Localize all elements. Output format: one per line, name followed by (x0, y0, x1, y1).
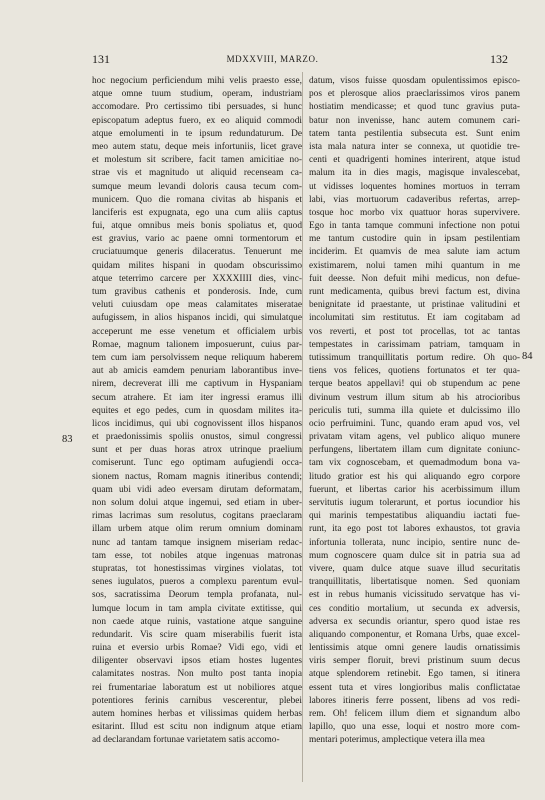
text-line: mentari poterimus, amplectique vetera illa mea (309, 735, 485, 746)
text-line: sumque meum levandi doloris causa tecum com- (92, 181, 302, 192)
text-line: tiens vos felices, quotiens fortunatos et ter qua- (309, 366, 520, 377)
text-line: atque emolumenti in te ipsum redundaturum. De (92, 128, 302, 139)
text-line: fuit deesse. Non defuit mihi medicus, non defue- (309, 273, 520, 284)
margin-number-right: 84 (522, 351, 533, 362)
text-line: quidam milites hispani in quodam obscurissimo (92, 260, 302, 271)
text-line: nirem, decreverat illi me captivum in Hyspaniam (92, 379, 302, 390)
text-line: aliquando componentur, et Romana Urbs, quae excel- (309, 629, 520, 640)
text-line: est gravius, vario ac paene omni tormentorum et (92, 234, 302, 245)
text-line: non caede atque ruinis, vastatione atque sanguine (92, 616, 302, 627)
page-number-left: 131 (92, 52, 110, 66)
text-line: tam vix cognoscebam, et quemadmodum bona va- (309, 458, 520, 469)
text-line: benignitate id praestante, ut pristinae valitudini et (309, 300, 520, 311)
page-header (0, 52, 545, 68)
text-line: qui marinis tempestatibus aliquandiu iactati fue- (309, 511, 520, 522)
text-line: aufugissem, in alios hispanos incidi, qui simulatque (92, 313, 302, 324)
margin-number-left: 83 (62, 434, 73, 445)
text-line: municem. Quo die romana civitas ab hispanis et (92, 194, 302, 205)
text-line: malum ita in dies magis, magisque invalescebat, (309, 168, 520, 179)
left-text-column (92, 75, 302, 748)
text-line: terque beatos appellavi! qui ob stupendum ac pene (309, 379, 520, 390)
text-line: hostiatim mendicasse; et quod tunc gravius puta- (309, 102, 520, 113)
text-line: tranquillitatis, libertatisque nomen. Sed quoniam (309, 577, 520, 588)
text-line: atque omne tuum studium, operam, industriam (92, 89, 302, 100)
text-line: diligenter observavi ipsos etiam hostes lugentes (92, 656, 302, 667)
text-line: nunc ad tantam tamque insignem miseriam redac- (92, 537, 302, 548)
text-line: infortunia tollerata, nunc incipio, sentire nunc de- (309, 537, 520, 548)
text-line: tempestates in carissimam patriam, tamquam in (309, 339, 520, 350)
text-line: sos, sacratissima Deorum templa profanata, nul- (92, 590, 302, 601)
text-line: tosque hoc morbo vix quattuor horas supervivere. (309, 207, 520, 218)
text-line: et molestum sit scribere, facit tamen amicitiae no- (92, 155, 302, 166)
text-line: fuerunt, et libertas carior his acerbissimum illum (309, 484, 520, 495)
text-line: hoc negocium perficiendum mihi velis praesto esse, (92, 76, 302, 86)
text-line: tatem tanta pestilentia subsecuta est. Sunt enim (309, 128, 520, 139)
text-line: tutissimum tranquillitatis portum redire. Oh quo- (309, 352, 520, 363)
right-text-column (309, 75, 520, 748)
text-line: potentiores ferinis carnibus vescerentur, plebei (92, 695, 302, 706)
text-line: calamitates nostras. Non multo post tanta inopia (92, 669, 302, 680)
text-line: atque splendorem retinebit. Ego tamen, si itinera (309, 669, 520, 680)
text-line: quam ubi vidi adeo eversam dirutam deformatam, (92, 484, 302, 495)
text-line: et praedonissimis spoliis onustos, simul congressi (92, 432, 302, 443)
text-line: ut vidisses loquentes homines mortuos in terram (309, 181, 520, 192)
text-line: incolumitati sim restitutus. Et iam cogitabam ad (309, 313, 520, 324)
text-line: rimas lacrimas sum resolutus, cogitans praeclaram (92, 511, 302, 522)
text-line: batur non invenisse, hanc autem comunem cari- (309, 115, 520, 126)
text-line: adversa ex secundis oriantur, spero quod istae res (309, 616, 520, 627)
text-line: privatam vitam agens, vel publico aliquo munere (309, 432, 520, 443)
text-line: runt, ita ego post tot labores exhaustos, tot gravia (309, 524, 520, 535)
text-line: illam urbem atque olim rerum omnium dominam (92, 524, 302, 535)
text-line: lentissimis atque omni genere laudis ornatissimis (309, 643, 520, 654)
text-line: veluti cuiusdam ope meas calamitates miseratae (92, 300, 302, 311)
text-line: existimarem, nolui tamen mihi quantum in me (309, 260, 520, 271)
text-line: Romae, magnum talionem imposuerunt, cuius par- (92, 339, 302, 350)
text-line: cruciatuumque generis dilaceratus. Tenuerunt me (92, 247, 302, 258)
text-line: litudo gratior est his qui aliquando egro corpore (309, 471, 520, 482)
text-line: strae vis et magnitudo ut aliquid recenseam ca- (92, 168, 302, 179)
text-line: accomodare. Pro certissimo tibi persuades, si hunc (92, 102, 302, 113)
text-line: lapillo, quo una esse, loqui et nostro more com- (309, 722, 520, 733)
text-line: secum atrahere. Et iam iter ingressi eramus illi (92, 392, 302, 403)
text-line: tum gravibus cathenis et ponderosis. Inde, cum (92, 287, 302, 297)
text-line: labores itineris ferre possent, libens ad vos redi- (309, 695, 520, 706)
text-line: vivere, quam dulce atque suave illud securitatis (309, 563, 520, 574)
text-line: me tantum custodire quin in ipsam pestilentiam (309, 234, 520, 245)
text-line: mum cognoscere quam dulce sit in patria sua ad (309, 550, 520, 561)
text-line: sunt et per duas horas atrox utrinque praelium (92, 445, 302, 456)
text-line: datum, visos fuisse quosdam opulentissimos episco- (309, 76, 520, 86)
text-line: ista mala natura inter se connexa, ut quotidie tre- (309, 141, 520, 152)
text-line: essent tuta et vires longioribus malis conflictatae (309, 682, 520, 693)
text-line: redundarit. Vis scire quam miserabilis fuerit ista (92, 629, 302, 640)
text-line: centi et quadrigenti homines interirent, atque istud (309, 155, 520, 166)
text-line: perfungens, libertatem illam cum dignitate coniunc- (309, 445, 520, 456)
text-line: servitutis iugum tolerarunt, et portus iocundior his (309, 498, 520, 508)
text-line: labi, vias mortuorum cadaveribus refertas, arrep- (309, 194, 520, 205)
text-line: non solum dolui atque ingemui, sed etiam in uber- (92, 498, 302, 508)
text-line: aut ab amicis eamdem penuriam laborantibus inve- (92, 366, 302, 377)
text-line: viris semper floruit, brevi pristinum suum decus (309, 656, 520, 667)
text-line: rem. Oh! felicem illum diem et signandum albo (309, 709, 520, 719)
text-line: tem cum iam persolvissem neque reliquum haberem (92, 352, 302, 363)
text-line: tam esse, tot nobiles atque ingenuas matronas (92, 550, 302, 561)
text-line: pos et plerosque alios praeclarissimos viros panem (309, 89, 520, 100)
text-line: autem homines herbas et vilissimas quidem herbas (92, 709, 302, 719)
text-line: lanciferis est expugnata, ego una cum aliis captus (92, 207, 302, 218)
running-title: MDXXVIII, MARZO. (226, 54, 319, 64)
text-line: est in rebus humanis vicissitudo servatque has vi- (309, 590, 520, 601)
text-line: divinum vestrum illum situm ab his atrocioribus (309, 392, 520, 403)
text-line: licos incidimus, qui ubi cognovissent illos hispanos (92, 418, 302, 429)
text-line: acceperunt me esse venetum et officialem urbis (92, 326, 302, 337)
text-line: esitarint. Illud est scitu non indignum atque etiam (92, 722, 302, 733)
text-line: inciderim. Et quamvis de mea salute iam actum (309, 247, 520, 258)
text-line: Ego in tanta tamque communi infectione non potui (309, 221, 520, 232)
text-line: fui, atque omnibus meis bonis spoliatus et, quod (92, 221, 302, 232)
text-line: stupratas, tot honestissimas virgines violatas, tot (92, 563, 302, 574)
text-line: periculis tuti, summa illa quiete et dulcissimo illo (309, 405, 520, 416)
page-number-right: 132 (490, 52, 508, 66)
text-line: senes iugulatos, pueros a complexu parentum evul- (92, 577, 302, 588)
text-line: lumque locum in tam ampla civitate extitisse, qui (92, 603, 302, 614)
text-line: vos reverti, et post tot procellas, tot ac tantas (309, 326, 520, 337)
text-line: ces conditio mortalium, ut secunda ex adversis, (309, 603, 520, 614)
text-line: episcopatum adeptus fuero, ex eo aliquid commodi (92, 115, 302, 126)
text-line: rei frumentariae laboratum est ut nobiliores atque (92, 682, 302, 693)
text-line: meo autem statu, deque meis infortuniis, licet grave (92, 141, 302, 152)
text-line: ocio perfruimini. Tunc, quando eram apud vos, vel (309, 418, 520, 429)
text-line: equites et ego pedes, cum in quosdam milites ita- (92, 405, 302, 416)
text-line: sionem nactus, Romam magnis itineribus contendi; (92, 471, 302, 482)
text-line: comiserunt. Tunc ego optimam aufugiendi occa- (92, 458, 302, 469)
text-line: ruina et eversio urbis Romae? Vidi ego, vidi et (92, 643, 302, 654)
text-line: ad declarandam fortunae varietatem satis accomo- (92, 735, 280, 746)
text-line: atque teterrimo carcere per XXXXIIII dies, vinc- (92, 273, 302, 284)
column-divider (302, 72, 303, 782)
text-line: runt medicamenta, quibus brevi factum est, divina (309, 287, 520, 297)
